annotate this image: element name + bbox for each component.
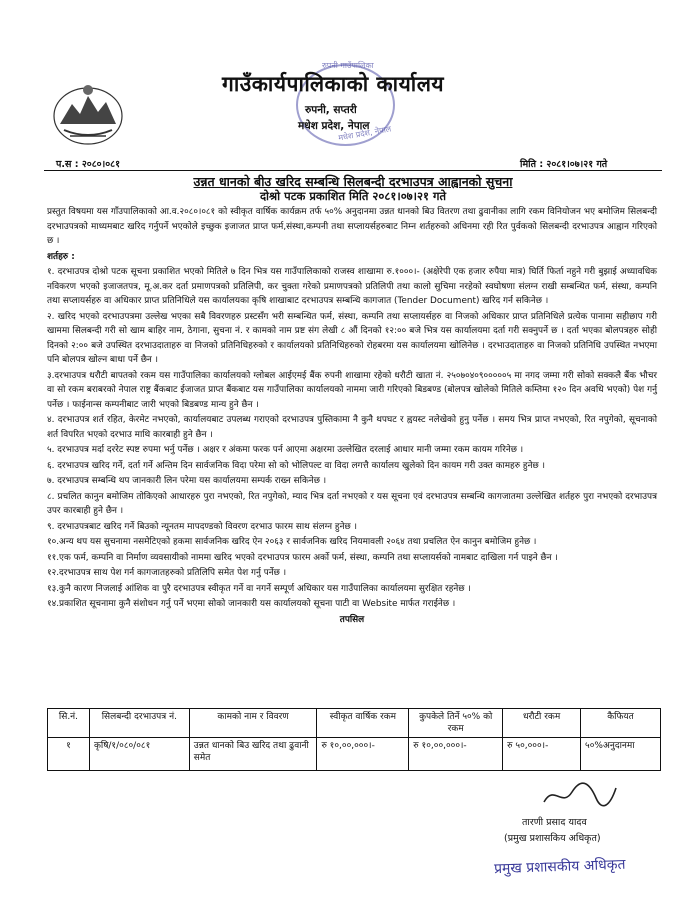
notice-title: उन्नत धानको बीउ खरिद सम्बन्धि सिलबन्दी दरभाउपत्र आह्वानको सुचना (193, 174, 513, 189)
cell-tender-no: कृषि/१/०८०/०८१ (89, 738, 189, 771)
condition-6: ६. दरभाउपत्र खरिद गर्ने, दर्ता गर्ने अन्तिम दिन सार्वजनिक विदा परेमा सो को भोलिपल्ट वा विदा लगत्तै कार्यालय खुलेको दिन कायम गरी उक्त कामहरु हुनेछ । (47, 460, 545, 471)
address-line-2: मधेश प्रदेश, नेपाल (298, 120, 370, 132)
handwritten-designation: प्रमुख प्रशासकीय अधिकृत (493, 856, 626, 878)
condition-10: १०.अन्य थप यस सुचनामा नसमेटिएको हकमा सार्वजनिक खरिद ऐन २०६३ र सार्वजनिक खरिद नियमावली २०६४ तथा प्रचलित ऐन कानुन बमोजिम हुनेछ । (47, 537, 537, 547)
reference-number: प.स : २०८०।०८१ (56, 159, 121, 170)
table-header-row (48, 709, 661, 738)
signatory-name: तारणी प्रसाद यादव (522, 817, 587, 828)
cell-remarks: ५०%अनुदानमा (581, 738, 661, 771)
conditions-label: शर्तहरु : (47, 251, 75, 262)
intro-paragraph: प्रस्तुत विषयमा यस गाँउपालिकाको आ.व.२०८०।०८१ को स्वीकृत वार्षिक कार्यक्रम तर्फ ५०% अनुदानमा उन्नत धानको बिउ वितरण तथा ढुवानीका लागि रकम विनियोजन भए बमोजिम सिलबन्दी दरभाउपत्रको माध्यमबाट खरिद गर्नुपर्ने भएकोले इच्छुक इजाजत प्राप्त फर्म,संस्था,कम्पनी तथा सप्लायर्सहरुबाट निम्न शर्तहरुको अधिनमा रही रित पुर्वकको सिलबन्दी दरभाउपत्र आह्वान गरिएको छ । (47, 207, 657, 246)
col-header-farmer-share: कुपकेले तिर्ने ५०% को रकम (409, 709, 503, 738)
col-header-sn: सि.नं. (48, 709, 90, 738)
col-header-tender-no: सिलबन्दी दरभाउपत्र नं. (89, 709, 189, 738)
table-row (48, 738, 661, 771)
cell-approved-amount: रु १०,००,०००।- (317, 738, 409, 771)
stamp-top-text: रुपनी गाउँपालिका (322, 61, 374, 70)
condition-3: ३.दरभाउपत्र धरौटी बापतको रकम यस गाउँपालिका कार्यालयको ग्लोबल आईएमई बैंक रुपनी शाखामा रहेको धरौटी खाता नं. २५०७०४०९०००००५ मा नगद जम्मा गरी सोको सक्कलै बैंक भौचर वा सो रकम बराबरको नेपाल राष्ट्र बैंकबाट ईजाजत प्राप्त बैंकबाट यस गाउँपालिका कार्यालयको नाममा जारी गरिएको बिडबण्ड (बोलपत्र खोलेको मितिले कम्तिमा १२० दिन अवधि भएको) पेश गर्नु पर्नेछ । फाईनान्स कम्पनीबाट जारी भएको बिडबण्ड मान्य हुने छैन । (47, 370, 657, 410)
condition-11: ११.एक फर्म, कम्पनि वा निर्माण व्यवसायीको नाममा खरिद भएको दरभाउपत्र फारम अर्को फर्म, संस्था, कम्पनि तथा सप्लायर्सको नामबाट दाखिला गर्न पाइने छैन । (47, 552, 558, 563)
nepal-emblem-icon (50, 80, 126, 146)
notice-subtitle: दोश्रो पटक प्रकाशित मिति २०८१।०७।२१ गते (259, 189, 447, 203)
header-divider (44, 170, 662, 171)
cell-work: उन्नत धानको बिउ खरिद तथा ढुवानी समेत (189, 738, 317, 771)
condition-7: ७. दरभाउपत्र सम्बन्धि थप जानकारी लिन परेमा यस कार्यालयमा सम्पर्क राख्न सकिनेछ । (47, 476, 327, 486)
condition-9: ९. दरभाउपत्रबाट खरिद गर्ने बिउको न्यूनतम मापदण्डको विवरण दरभाउ फारम साथ संलग्न हुनेछ । (47, 521, 357, 532)
cell-sn: १ (48, 738, 90, 771)
table-title: तपसिल (339, 614, 365, 625)
cell-farmer-share: रु १०,००,०००।- (409, 738, 503, 771)
tender-table (47, 708, 661, 771)
signature-scribble-icon (540, 780, 620, 810)
notice-date: मिति : २०८१।०७।२१ गते (520, 159, 608, 170)
condition-2: २. खरिद भएको दरभाउपत्रमा उल्लेख भएका सबै विवरणहरु प्रस्टसँग भरी सम्बन्धित फर्म, संस्था, कम्पनि तथा सप्लायर्सहरु वा निजको अधिकार प्राप्त प्रतिनिधिले प्रत्येक पानामा सहीछाप गरी खाममा सिलबन्दी गरी सो खाम बाहिर नाम, ठेगाना, सुचना नं. र कामको नाम प्रष्ट संग लेखी ८ औं दिनको १२:०० बजे भित्र यस कार्यालयमा दर्ता गरी सक्नुपर्ने छ । दर्ता भएका बोलपत्रहरु सोही दिनको २:०० बजे उपस्थित दरभाउदाताहरु वा निजको प्रतिनिधिहरुको र कार्यालयको प्रतिनिधिहरुको रोहबरमा यस कार्यालयमा खोलिनेछ । दरभाउदाताहरु वा निजको प्रतिनिधि उपस्थित नभएमा पनि बोलपत्र खोल्न बाधा पर्ने छैन । (47, 311, 657, 365)
condition-14: १४.प्रकाशित सूचनामा कुनै संशोधन गर्नु पर्ने भएमा सोको जानकारी यस कार्यालयको सूचना पाटी वा Website मार्फत गराईनेछ । (47, 599, 456, 609)
notice-body (47, 205, 657, 628)
col-header-approved-amount: स्वीकृत वार्षिक रकम (317, 709, 409, 738)
condition-12: १२.दरभाउपत्र साथ पेश गर्न कागजातहरुको प्रतिलिपि समेत पेश गर्नु पर्नेछ । (47, 568, 287, 578)
stamp-bottom-text: मधेश प्रदेश, नेपाल (337, 124, 392, 143)
col-header-remarks: कैफियत (581, 709, 661, 738)
col-header-deposit: धरौटी रकम (503, 709, 581, 738)
condition-5: ५. दरभाउपत्र मर्दा दररेट स्पष्ट रुपमा भर्नु पर्नेछ । अक्षर र अंकमा फरक पर्न आएमा अक्षरमा उल्लेखित दरलाई आधार मानी जम्मा रकम कायम गरिनेछ । (47, 445, 524, 455)
condition-4: ४. दरभाउपत्र शर्त रहित, केरमेट नभएको, कार्यालयबाट उपलब्ध गराएको दरभाउपत्र पुस्तिकामा नै कुनै थपघट र ह्वयस्ट नलेखेको हुनु पर्नेछ । समय भित्र प्राप्त नभएको, रित नपुगेको, सूचनाको शर्त विपरित भएको दरभाउ माथि कारबाही हुने छैन । (47, 415, 657, 440)
cell-deposit: रु ५०,०००।- (503, 738, 581, 771)
col-header-work: कामको नाम र विवरण (189, 709, 317, 738)
condition-8: ८. प्रचलित कानुन बमोजिम तोकिएको आधारहरु पुरा नभएको, रित नपुगेको, म्याद भित्र दर्ता नभएको र यस सूचना एवं दरभाउपत्र सम्बन्धि कागजातमा उल्लेखित शर्तहरु पुरा नभएको दरभाउपत्र उपर कारबाही हुने छैन । (47, 491, 657, 516)
office-title: गाउँकार्यपालिकाको कार्यालय (222, 72, 445, 96)
condition-13: १३.कुनै कारण निजलाई आंशिक वा पुरै दरभाउपत्र स्वीकृत गर्ने वा नगर्ने सम्पूर्ण अधिकार यस गाउँपालिका कार्यालयमा सुरक्षित रहनेछ । (47, 583, 471, 594)
address-line-1: रुपनी, सप्तरी (305, 104, 357, 116)
condition-1: १. दरभाउपत्र दोश्रो पटक सूचना प्रकाशित भएको मितिले ७ दिन भित्र यस गाउँपालिकाको राजस्व शाखामा रु.१०००।- (अक्षेरेपी एक हजार रुपैया मात्र) घिर्ति फिर्ता नहुने गरी बुझाई अध्यावधिक नविकरण भएको इजाजतपत्र, मू.अ.कर दर्ता प्रमाणपत्रको प्रतिलिपी, कर चुक्ता गरेको प्रमाणपत्रको प्रतिलिपी तथा कालो सुचिमा नरहेको स्वघोषणा संलग्न राखी सम्बन्धित फर्म, संस्था, कम्पनि तथा सप्लायर्सहरु वा अधिकार प्राप्त प्रतिनिधिले यस कार्यालयका कृषि शाखाबाट दरभाउपत्र सम्बन्धि कागजात (Tender Document) खरिद गर्न सकिनेछ । (47, 267, 657, 306)
signatory-title: (प्रमुख प्रशासकिय अधिकृत) (504, 833, 601, 844)
